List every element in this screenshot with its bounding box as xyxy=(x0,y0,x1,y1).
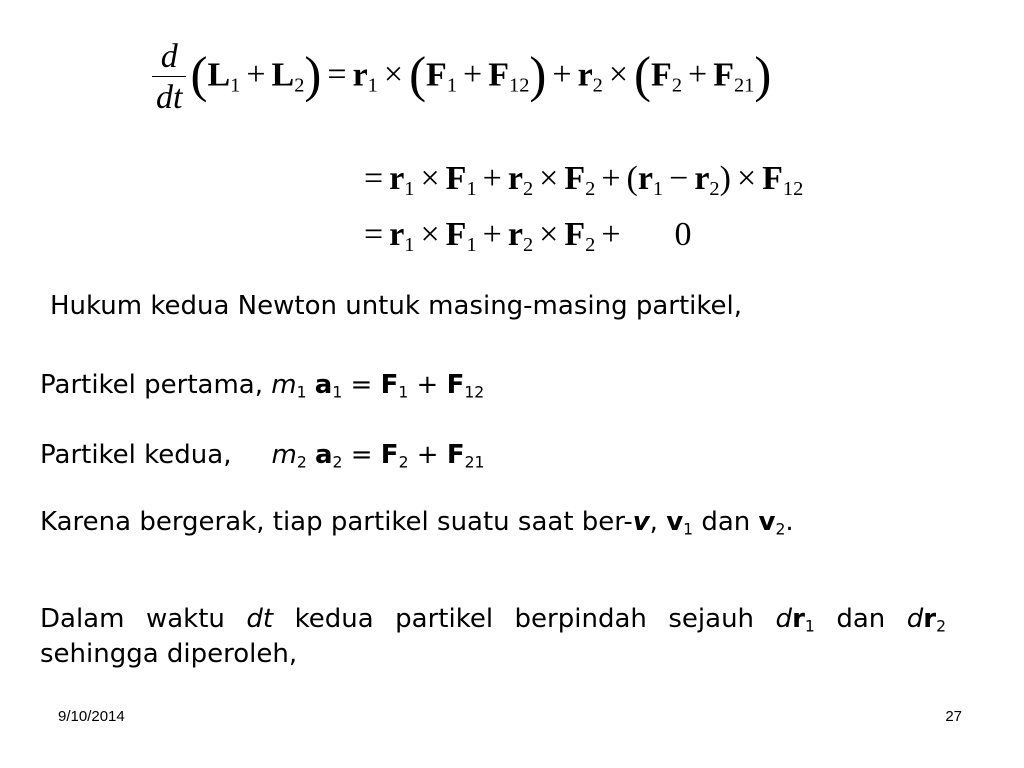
footer-date: 9/10/2014 xyxy=(58,708,125,725)
equation-line-1: $\frac{d}{dt}$ $(L_1 + L_2) = r_1 \times (F_1 + F_{12}) + r_2 \times (F_2 + F_{21})$ xyxy=(152,40,771,115)
motion-paragraph: Karena bergerak, tiap partikel suatu saat ber-v, $v_1$ dan $v_2$. xyxy=(40,507,794,539)
derivative-fraction xyxy=(152,40,186,115)
equation-line-3: = $r_1 \times F_1 + r_2 \times F_2 + 0$ xyxy=(364,216,692,257)
fraction-numerator: d xyxy=(160,38,178,75)
equation-line-2: = $r_1 \times F_1 + r_2 \times F_2 + (r_1 - r_2) \times F_{12}$ xyxy=(364,160,804,201)
particle-two-label: Partikel kedua, xyxy=(40,440,232,470)
intro-text: Hukum kedua Newton untuk masing-masing partikel, xyxy=(50,291,742,321)
displacement-paragraph: Dalam waktu dt kedua partikel berpindah sejauh $dr_1$ dan $dr_2$ sehingga diperoleh, xyxy=(40,604,947,670)
particle-two-line: Partikel kedua, $m_2$ $a_2 = F_2 + F_{21}$ xyxy=(40,440,485,472)
fraction-denominator: dt xyxy=(152,76,186,115)
particle-one-label: Partikel pertama, xyxy=(40,370,264,400)
zero-term: 0 xyxy=(674,216,692,253)
particle-one-line: Partikel pertama, $m_1$ $a_1 = F_1 + F_{12}$ xyxy=(40,370,485,402)
page-number: 27 xyxy=(945,708,962,725)
